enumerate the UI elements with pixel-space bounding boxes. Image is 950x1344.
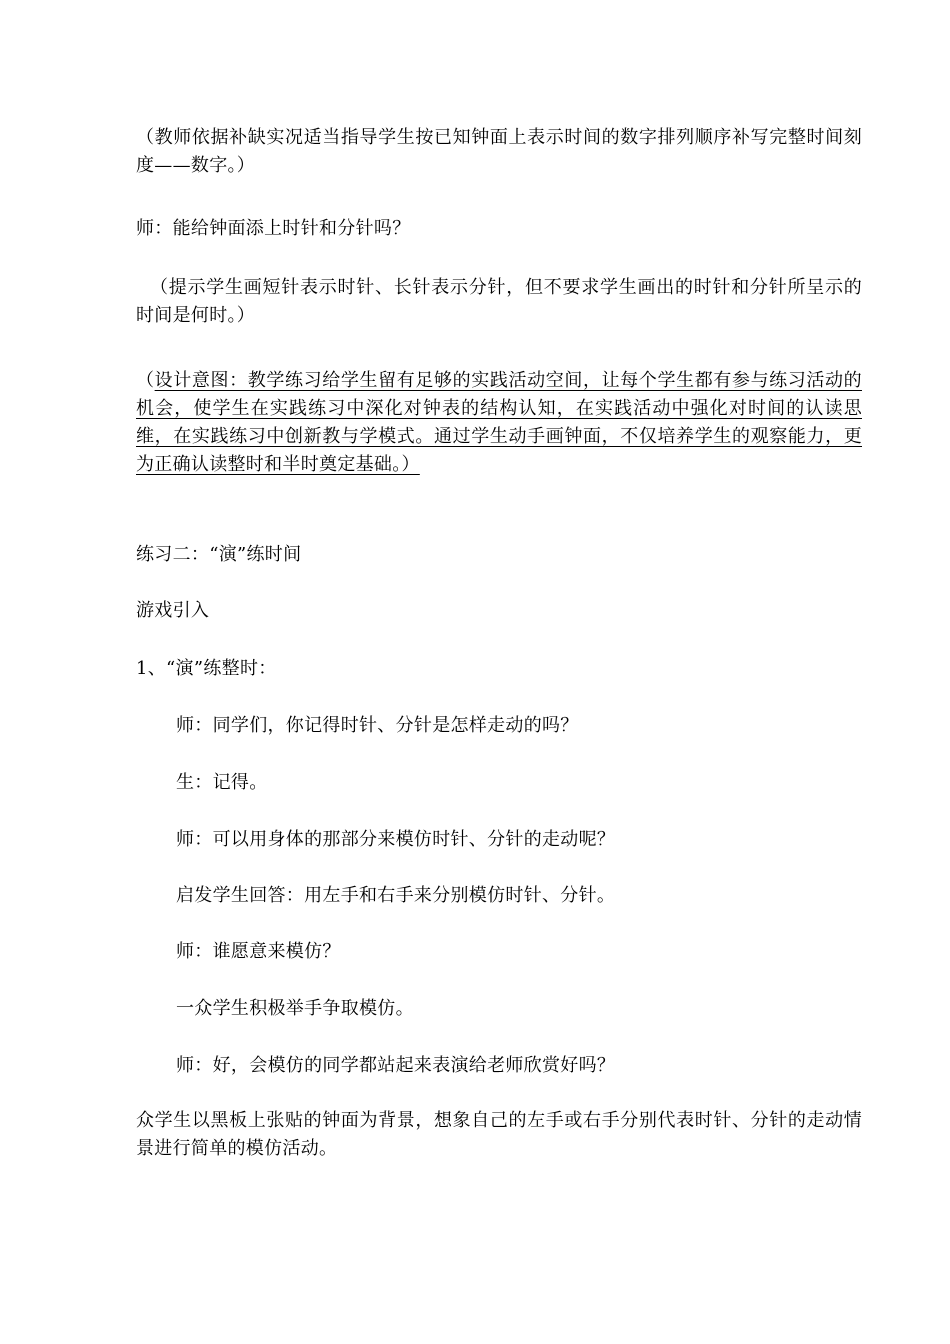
- design-intent-text: 设计意图：教学练习给学生留有足够的实践活动空间，让每个学生都有参与练习活动的机会，使学生在实践练习中深化对钟表的结构认知，在实践活动中强化对时间的认读思维，在实践练习中创新教与学模式。通过学生动手画钟面，不仅培养学生的观察能力，更为正确认读整时和半时奠定基础。）: [136, 370, 862, 475]
- hint-note: （提示学生画短针表示时针、长针表示分针，但不要求学生画出的时针和分针所呈示的时间是何时。）: [136, 277, 862, 326]
- dialogue-line: 生：记得。: [176, 772, 268, 793]
- dialogue-line: 师：好，会模仿的同学都站起来表演给老师欣赏好吗？: [176, 1055, 616, 1076]
- design-intent-note: [136, 367, 862, 479]
- activity-description: 众学生以黑板上张贴的钟面为背景，想象自己的左手或右手分别代表时针、分针的走动情景进行简单的模仿活动。: [136, 1110, 862, 1159]
- dialogue-line: 启发学生回答：用左手和右手来分别模仿时针、分针。: [176, 885, 616, 906]
- dialogue-line: 师：可以用身体的那部分来模仿时针、分针的走动呢？: [176, 829, 616, 850]
- game-intro-heading: 游戏引入: [136, 600, 210, 621]
- exercise-item-1: 1、“演”练整时：: [136, 658, 277, 679]
- dialogue-line: 一众学生积极举手争取模仿。: [176, 998, 414, 1019]
- dialogue-line: 师：谁愿意来模仿？: [176, 941, 341, 962]
- design-intent-open-paren: （: [136, 370, 155, 391]
- teacher-question-add-hands: 师：能给钟面添上时针和分针吗？: [136, 218, 411, 239]
- exercise-two-heading: 练习二：“演”练时间: [136, 544, 302, 565]
- dialogue-line: 师：同学们，你记得时针、分针是怎样走动的吗？: [176, 715, 579, 736]
- teacher-guidance-note: （教师依据补缺实况适当指导学生按已知钟面上表示时间的数字排列顺序补写完整时间刻度——数字。）: [136, 127, 862, 176]
